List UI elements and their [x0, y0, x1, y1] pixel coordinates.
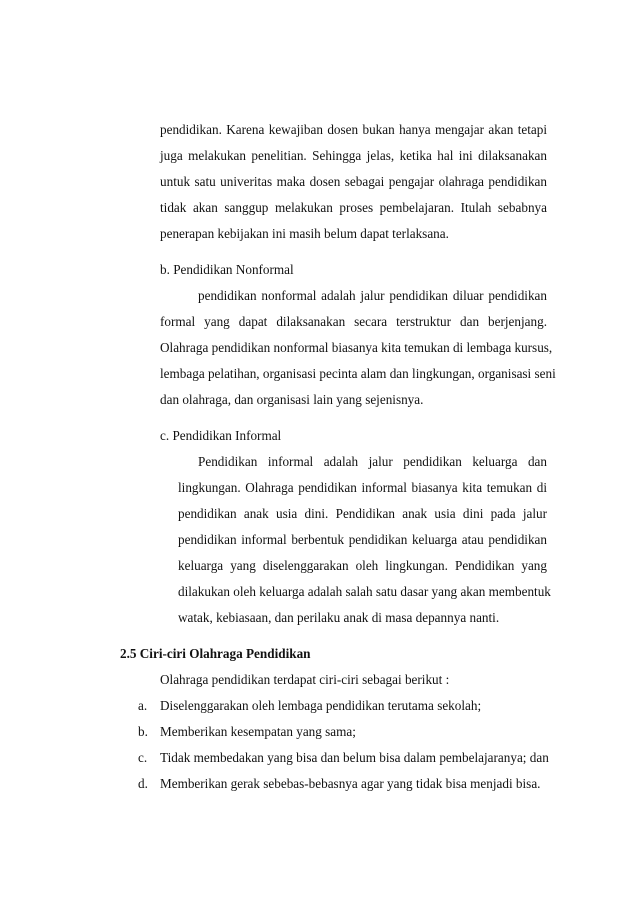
text-line: pendidikan informal berbentuk pendidikan keluarga atau pendidikan [178, 532, 547, 547]
list-marker: b. [138, 724, 148, 739]
text-line: formal yang dapat dilaksanakan secara terstruktur dan berjenjang. [160, 314, 547, 329]
text-line: dan olahraga, dan organisasi lain yang sejenisnya. [160, 392, 424, 407]
list-item-text: Diselenggarakan oleh lembaga pendidikan terutama sekolah; [160, 698, 482, 713]
text-line: penerapan kebijakan ini masih belum dapat terlaksana. [160, 226, 449, 241]
text-line: lingkungan. Olahraga pendidikan informal biasanya kita temukan di [178, 480, 547, 495]
text-line: keluarga yang diselenggarakan oleh lingkungan. Pendidikan yang [178, 558, 547, 573]
text-line: lembaga pelatihan, organisasi pecinta alam dan lingkungan, organisasi seni [160, 366, 556, 381]
text-line: pendidikan. Karena kewajiban dosen bukan hanya mengajar akan tetapi [160, 122, 547, 137]
section-intro: Olahraga pendidikan terdapat ciri-ciri sebagai berikut : [160, 672, 450, 687]
list-item-text: Tidak membedakan yang bisa dan belum bisa dalam pembelajaranya; dan [160, 750, 549, 765]
list-item-text: Memberikan gerak sebebas-bebasnya agar yang tidak bisa menjadi bisa. [160, 776, 541, 791]
text-line: juga melakukan penelitian. Sehingga jelas, ketika hal ini dilaksanakan [160, 148, 547, 163]
text-line: pendidikan nonformal adalah jalur pendidikan diluar pendidikan [198, 288, 547, 303]
subheading-c: c. Pendidikan Informal [160, 428, 282, 443]
text-line: untuk satu univeritas maka dosen sebagai pengajar olahraga pendidikan [160, 174, 547, 189]
list-marker: c. [138, 750, 148, 765]
text-line: Olahraga pendidikan nonformal biasanya kita temukan di lembaga kursus, [160, 340, 553, 355]
list-item-text: Memberikan kesempatan yang sama; [160, 724, 356, 739]
list-marker: d. [138, 776, 148, 791]
text-line: watak, kebiasaan, dan perilaku anak di masa depannya nanti. [178, 610, 500, 625]
text-line: Pendidikan informal adalah jalur pendidikan keluarga dan [198, 454, 547, 469]
list-marker: a. [138, 698, 148, 713]
text-line: dilakukan oleh keluarga adalah salah satu dasar yang akan membentuk [178, 584, 551, 599]
text-line: pendidikan anak usia dini. Pendidikan anak usia dini pada jalur [178, 506, 547, 521]
text-line: tidak akan sanggup melakukan proses pembelajaran. Itulah sebabnya [160, 200, 547, 215]
section-heading: 2.5 Ciri-ciri Olahraga Pendidikan [120, 646, 311, 661]
subheading-b: b. Pendidikan Nonformal [160, 262, 294, 277]
